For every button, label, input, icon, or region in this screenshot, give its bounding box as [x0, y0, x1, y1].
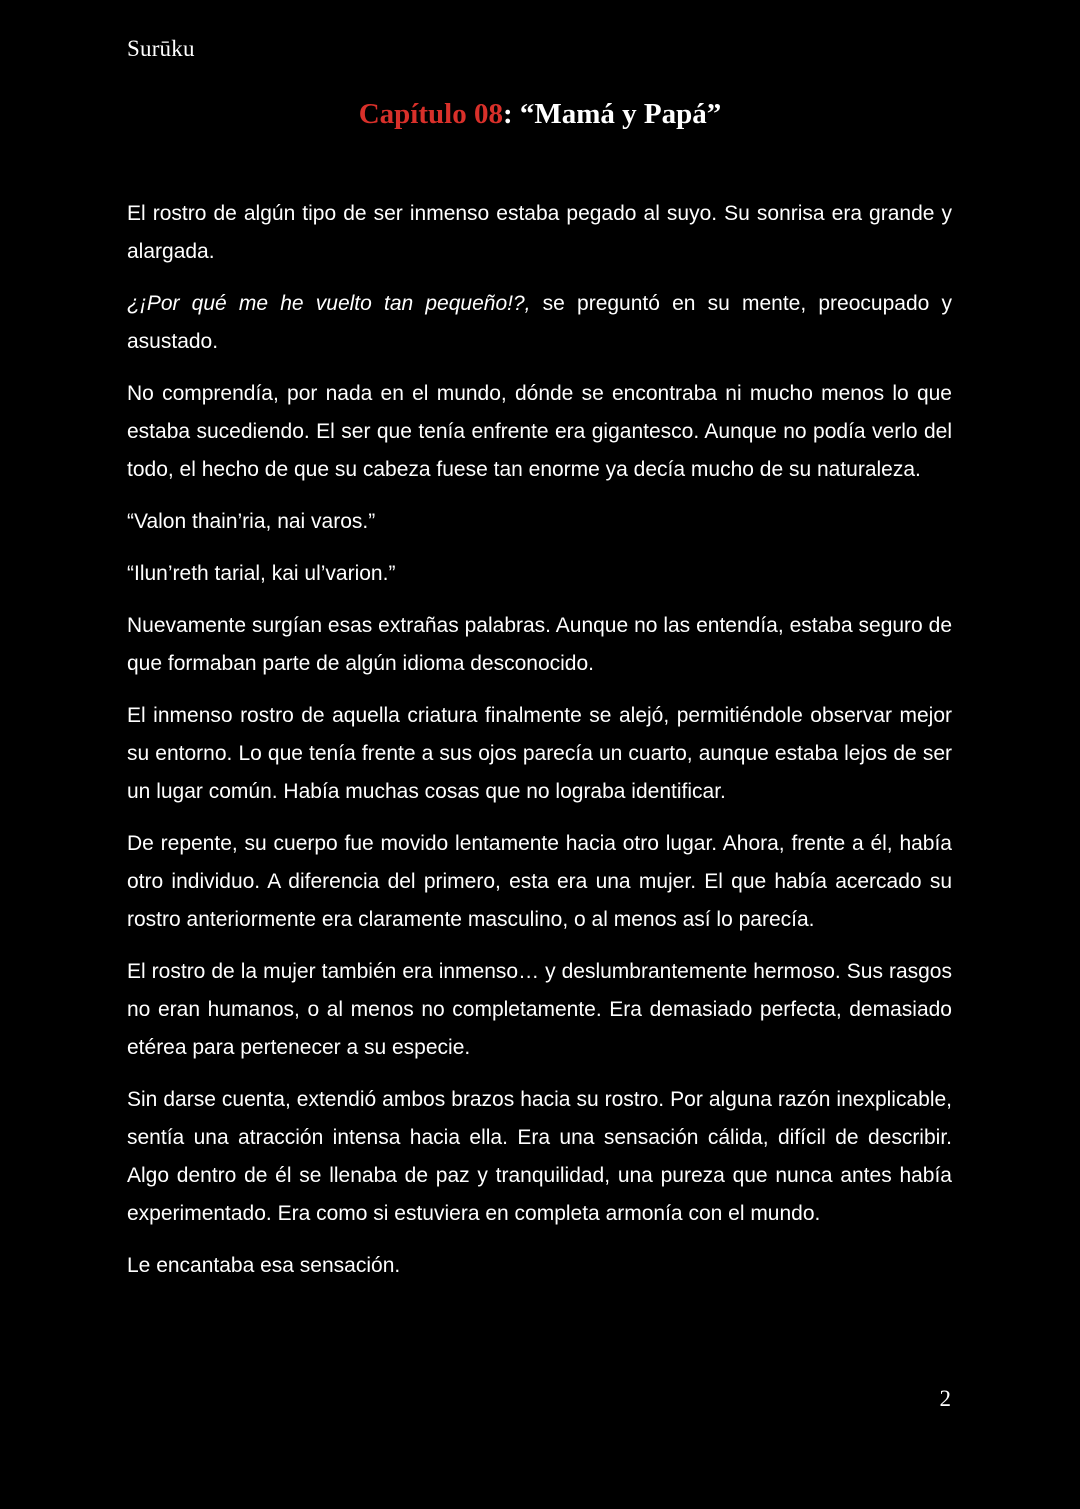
chapter-title [0, 98, 1080, 131]
dialogue-line: “Valon thain’ria, nai varos.” [127, 510, 376, 533]
paragraph: De repente, su cuerpo fue movido lentamente hacia otro lugar. Ahora, frente a él, había otro individuo. A diferencia del primero, esta era una mujer. El que había acercado su rostro anteriormente era claramente masculino, o al menos así lo parecía. [127, 832, 952, 931]
paragraph: Sin darse cuenta, extendió ambos brazos hacia su rostro. Por alguna razón inexplicable, sentía una atracción intensa hacia ella. Era una sensación cálida, difícil de describir. Algo dentro de él se llenaba de paz y tranquilidad, una pureza que nunca antes había experimentado. Era como si estuviera en completa armonía con el mundo. [127, 1088, 952, 1225]
dialogue-line: “Ilun’reth tarial, kai ul’varion.” [127, 562, 396, 585]
chapter-name: “Mamá y Papá” [519, 98, 722, 130]
paragraph: El rostro de la mujer también era inmenso… y deslumbrantemente hermoso. Sus rasgos no eran humanos, o al menos no completamente. Era demasiado perfecta, demasiado etérea para pertenecer a su especie. [127, 960, 952, 1059]
paragraph: Le encantaba esa sensación. [127, 1254, 401, 1277]
running-header: Surūku [127, 36, 195, 61]
paragraph-text: se preguntó en su mente, preocupado y asustado. [127, 292, 952, 353]
paragraph [127, 285, 952, 361]
paragraph: El inmenso rostro de aquella criatura finalmente se alejó, permitiéndole observar mejor su entorno. Lo que tenía frente a sus ojos parecía un cuarto, aunque estaba lejos de ser un lugar común. Había muchas cosas que no lograba identificar. [127, 704, 952, 803]
page-number: 2 [939, 1386, 951, 1411]
paragraph: No comprendía, por nada en el mundo, dónde se encontraba ni mucho menos lo que estaba sucediendo. El ser que tenía enfrente era gigantesco. Aunque no podía verlo del todo, el hecho de que su cabeza fuese tan enorme ya decía mucho de su naturaleza. [127, 382, 952, 481]
chapter-body [127, 195, 952, 1299]
paragraph: Nuevamente surgían esas extrañas palabras. Aunque no las entendía, estaba seguro de que formaban parte de algún idioma desconocido. [127, 614, 952, 675]
chapter-label: Capítulo 08 [358, 98, 503, 130]
chapter-title-separator: : [502, 98, 520, 130]
inner-thought: ¿¡Por qué me he vuelto tan pequeño!?, [127, 292, 531, 315]
paragraph: El rostro de algún tipo de ser inmenso estaba pegado al suyo. Su sonrisa era grande y alargada. [127, 202, 952, 263]
